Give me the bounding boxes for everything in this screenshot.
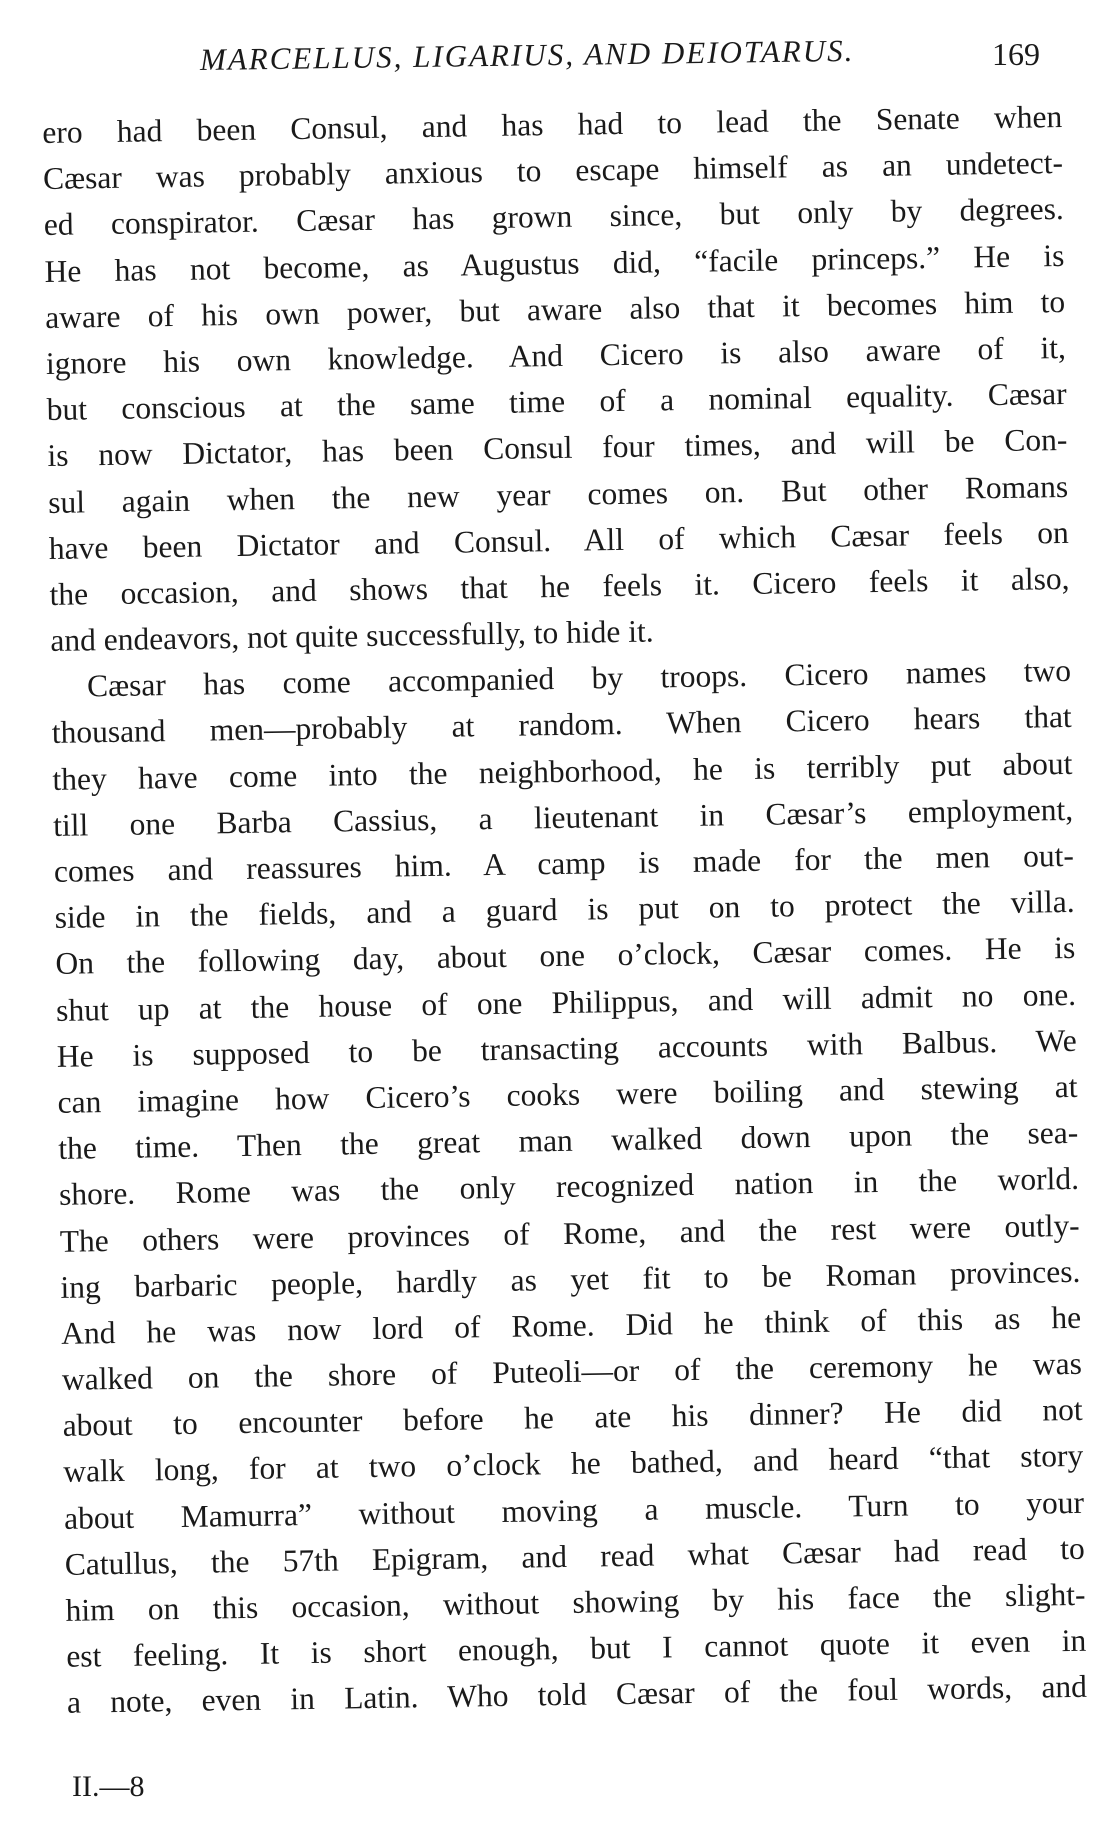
text-line: walk long, for at two o’clock he bathed, and heard “that story: [63, 1438, 1084, 1490]
text-line: him on this occasion, without showing by his face the slight-: [65, 1576, 1086, 1628]
page-number: 169: [992, 36, 1040, 72]
text-line: Catullus, the 57th Epigram, and read what Cæsar had read to: [64, 1530, 1085, 1582]
text-line: aware of his own power, but aware also that it becomes him to: [44, 283, 1066, 335]
text-line: a note, even in Latin. Who told Cæsar of the foul words, and: [66, 1669, 1088, 1721]
text-line: ignore his own knowledge. And Cicero is also aware of it,: [45, 329, 1067, 381]
text-line: have been Dictator and Consul. All of which Cæsar feels on: [48, 514, 1070, 566]
text-line: shut up at the house of one Philippus, and will admit no one.: [55, 976, 1077, 1028]
text-line: He is supposed to be transacting accounts with Balbus. We: [56, 1022, 1078, 1074]
text-line: ero had been Consul, and has had to lead the Senate when: [42, 98, 1063, 150]
text-line: the time. Then the great man walked down upon the sea-: [58, 1114, 1079, 1166]
paragraph: [51, 648, 1088, 1726]
text-line: comes and reassures him. A camp is made for the men out-: [53, 837, 1075, 889]
text-line: sul again when the new year comes on. But other Romans: [47, 468, 1069, 520]
running-title: MARCELLUS, LIGARIUS, AND DEIOTARUS.: [199, 32, 855, 77]
text-line: He has not become, as Augustus did, “facile princeps.” He is: [44, 237, 1065, 289]
text-line: side in the fields, and a guard is put on to protect the villa.: [54, 884, 1075, 936]
text-line: On the following day, about one o’clock, Cæsar comes. He is: [55, 930, 1076, 982]
text-line: est feeling. It is short enough, but I cannot quote it even in: [66, 1622, 1087, 1674]
text-line: can imagine how Cicero’s cooks were boiling and stewing at: [57, 1068, 1078, 1120]
text-line: shore. Rome was the only recognized nation in the world.: [58, 1161, 1080, 1213]
text-line: but conscious at the same time of a nominal equality. Cæsar: [46, 376, 1067, 428]
running-header: [0, 30, 1109, 90]
text-line: thousand men—probably at random. When Cicero hears that: [51, 699, 1072, 751]
text-line: ing barbaric people, hardly as yet fit to be Roman provinces.: [60, 1253, 1081, 1305]
text-line: till one Barba Cassius, a lieutenant in Cæsar’s employment,: [52, 791, 1074, 843]
text-line: ed conspirator. Cæsar has grown since, but only by degrees.: [43, 191, 1064, 243]
text-line: they have come into the neighborhood, he is terribly put about: [52, 745, 1073, 797]
paragraph: [42, 94, 1071, 664]
text-line: walked on the shore of Puteoli—or of the ceremony he was: [61, 1345, 1083, 1397]
text-line: Cæsar has come accompanied by troops. Cicero names two: [86, 653, 1072, 704]
text-line: And he was now lord of Rome. Did he think of this as he: [60, 1299, 1082, 1351]
text-line: about Mamurra” without moving a muscle. Turn to your: [63, 1484, 1085, 1536]
text-line: The others were provinces of Rome, and the rest were outly-: [59, 1207, 1080, 1259]
text-line: Cæsar was probably anxious to escape himself as an undetect-: [42, 145, 1064, 197]
signature-mark: II.—8: [72, 1770, 145, 1803]
body-text: [42, 94, 1087, 1726]
text-line: the occasion, and shows that he feels it. Cicero feels it also,: [49, 560, 1070, 612]
text-line: about to encounter before he ate his dinner? He did not: [62, 1392, 1083, 1444]
text-line: and endeavors, not quite successfully, to hide it.: [50, 613, 654, 658]
text-line: is now Dictator, has been Consul four times, and will be Con-: [47, 422, 1068, 474]
